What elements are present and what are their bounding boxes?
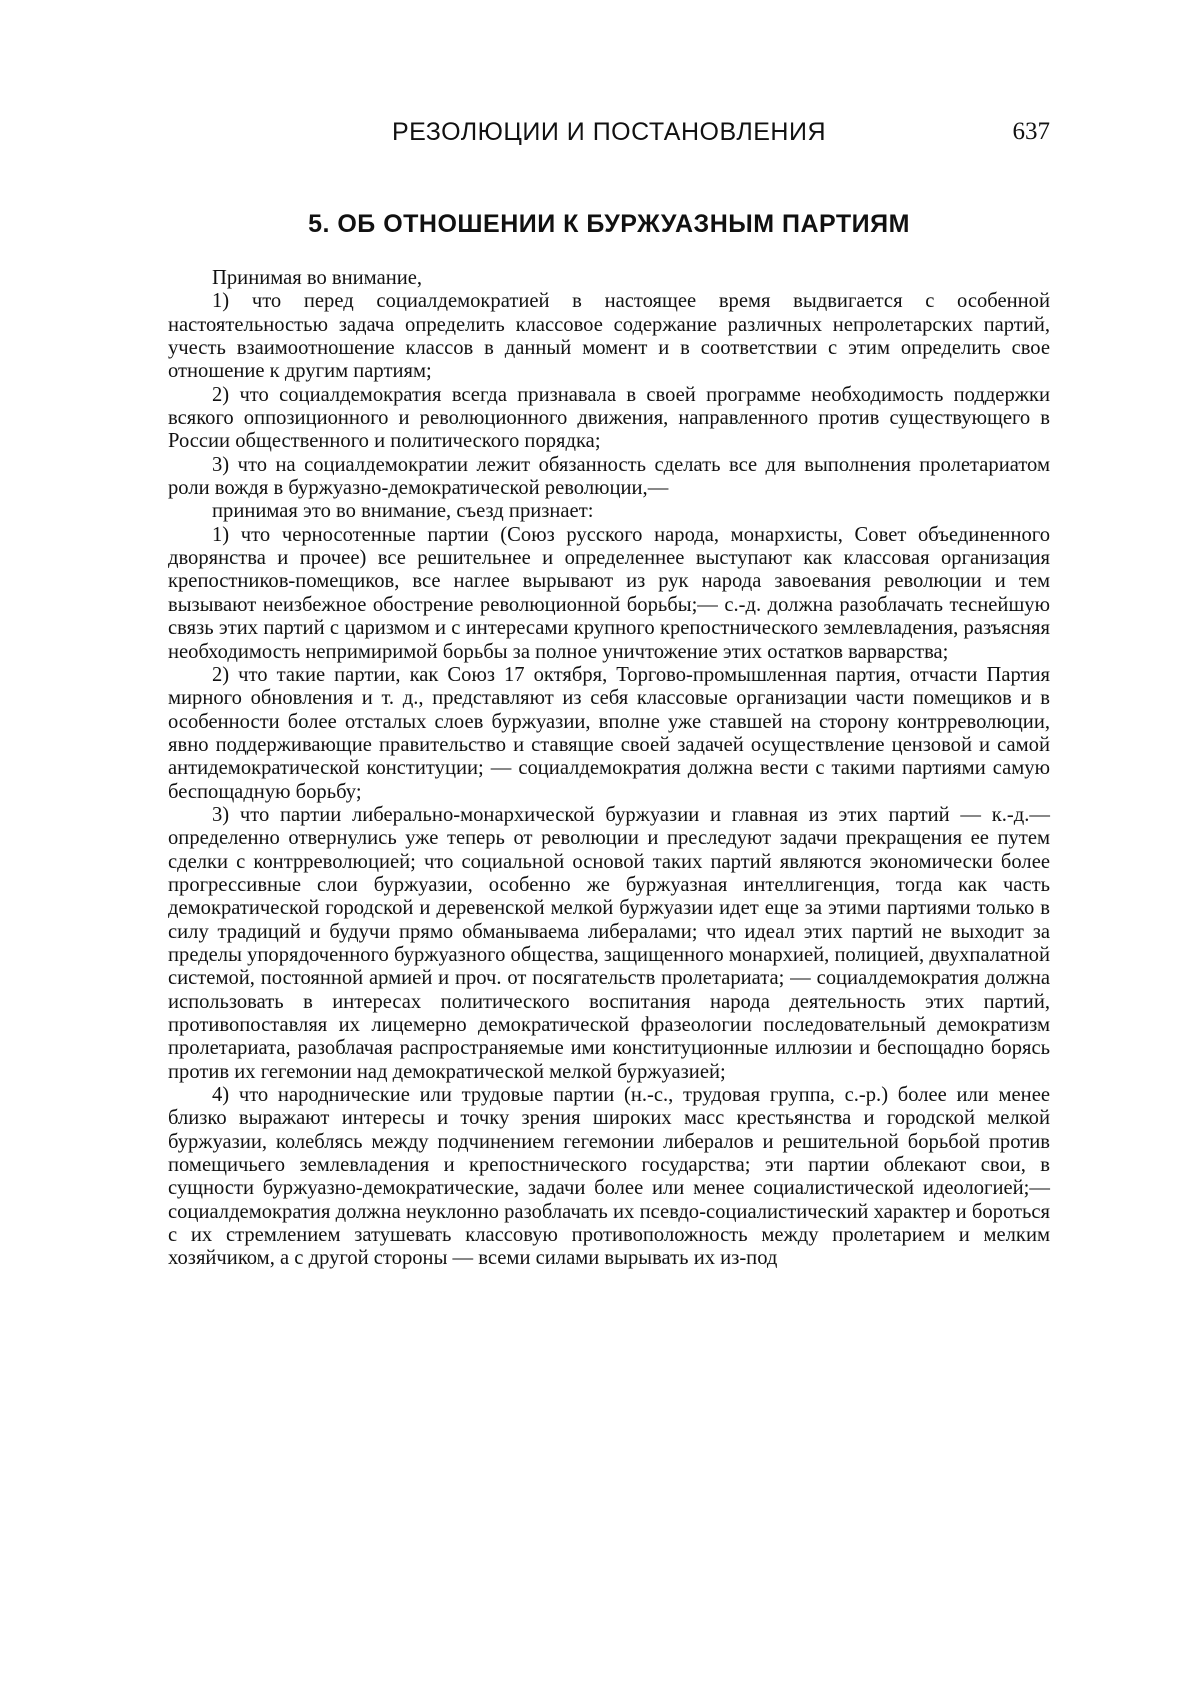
paragraph: 1) что перед социалдемократией в настоящее время выдвигается с особенной настоятельностью задача определить классовое содержание различных непролетарских партий, учесть взаимоотношение классов в данный момент и в соответствии с этим определить свое отношение к другим партиям; bbox=[168, 290, 1050, 383]
section-title: 5. ОБ ОТНОШЕНИИ К БУРЖУАЗНЫМ ПАРТИЯМ bbox=[308, 210, 910, 238]
document-page bbox=[168, 118, 1050, 1271]
paragraph: 3) что на социалдемократии лежит обязанность сделать все для выполнения пролетариатом роли вождя в буржуазно-демократической революции,— bbox=[168, 453, 1050, 500]
paragraph: 1) что черносотенные партии (Союз русского народа, монархисты, Совет объединенного дворянства и прочее) все решительнее и определеннее выступают как классовая организация крепостников-помещиков, все наглее вырывают из рук народа завоевания революции и тем вызывают неизбежное обострение революционной борьбы;— с.-д. должна разоблачать теснейшую связь этих партий с царизмом и с интересами крупного крепостнического землевладения, разъясняя необходимость непримиримой борьбы за полное уничтожение этих остатков варварства; bbox=[168, 523, 1050, 663]
paragraph: 4) что народнические или трудовые партии (н.-с., трудовая группа, с.-р.) более или менее близко выражают интересы и точку зрения широких масс крестьянства и городской мелкой буржуазии, колеблясь между подчинением гегемонии либералов и решительной борьбой против помещичьего землевладения и крепостнического государства; эти партии облекают свои, в сущности буржуазно-демократические, задачи более или менее социалистической идеологией;—социалдемократия должна неуклонно разоблачать их псевдо-социалистический характер и бороться с их стремлением затушевать классовую противоположность между пролетарием и мелким хозяйчиком, а с другой стороны — всеми силами вырывать их из-под bbox=[168, 1084, 1050, 1270]
body-text bbox=[168, 267, 1050, 1271]
paragraph: принимая это во внимание, съезд признает: bbox=[212, 500, 594, 523]
paragraph: Принимая во внимание, bbox=[212, 267, 423, 289]
running-title: РЕЗОЛЮЦИИ И ПОСТАНОВЛЕНИЯ bbox=[391, 118, 827, 146]
paragraph: 2) что социалдемократия всегда признавала в своей программе необходимость поддержки всякого оппозиционного и революционного движения, направленного против существующего в России общественного и политического порядка; bbox=[168, 383, 1050, 453]
running-header bbox=[168, 118, 1050, 162]
paragraph: 3) что партии либерально-монархической буржуазии и главная из этих партий — к.-д.— определенно отвернулись уже теперь от революции и преследуют задачи прекращения ее путем сделки с контрреволюцией; что социальной основой таких партий являются экономически более прогрессивные слои буржуазии, особенно же буржуазная интеллигенция, тогда как часть демократической городской и деревенской мелкой буржуазии идет еще за этими партиями только в силу традиций и будучи прямо обманываема либералами; что идеал этих партий не выходит за пределы упорядоченного буржуазного общества, защищенного монархией, полицией, двухпалатной системой, постоянной армией и проч. от посягательств пролетариата; — социалдемократия должна использовать в интересах политического воспитания народа деятельность этих партий, противопоставляя их лицемерно демократической фразеологии последовательный демократизм пролетариата, разоблачая распространяемые ими конституционные иллюзии и беспощадно борясь против их гегемонии над демократической мелкой буржуазией; bbox=[168, 803, 1050, 1083]
paragraph: 2) что такие партии, как Союз 17 октября, Торгово-промышленная партия, отчасти Партия мирного обновления и т. д., представляют из себя классовые организации части помещиков и в особенности более отсталых слоев буржуазии, вполне уже ставшей на сторону контрреволюции, явно поддерживающие правительство и ставящие своей задачей осуществление цензовой и самой антидемократической конституции; — социалдемократия должна вести с такими партиями самую беспощадную борьбу; bbox=[168, 663, 1050, 803]
page-number: 637 bbox=[1012, 118, 1050, 145]
